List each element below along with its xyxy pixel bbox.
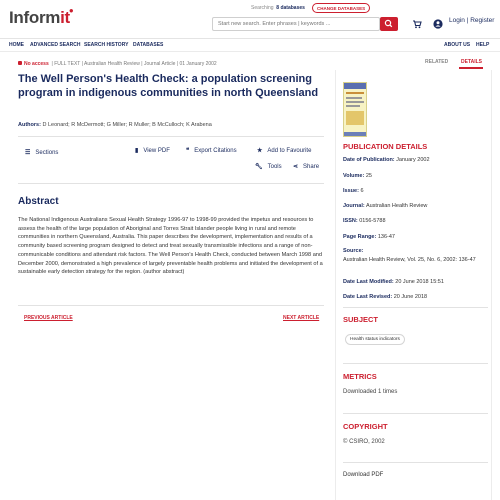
quote-icon: ❝ — [186, 148, 190, 154]
logo-text: Inform — [9, 8, 61, 27]
nav-about-us[interactable]: ABOUT US — [444, 42, 471, 48]
detail-last-revised — [343, 293, 491, 302]
article-meta-text: | FULL TEXT | Australian Health Review | Journal Article | 01 January 2002 — [51, 61, 217, 67]
tools-button[interactable] — [255, 163, 282, 170]
searching-count: 8 databases — [276, 5, 305, 11]
export-citations-label: Export Citations — [194, 147, 237, 154]
list-icon: ☰ — [25, 150, 31, 156]
subject-heading: SUBJECT — [343, 315, 379, 324]
detail-date-value: January 2002 — [396, 157, 430, 163]
add-to-favourite-label: Add to Favourite — [267, 147, 312, 154]
informit-logo[interactable] — [9, 8, 74, 28]
detail-issn — [343, 217, 491, 226]
detail-issn-value: 0156-5788 — [359, 218, 386, 224]
nav-databases[interactable]: DATABASES — [133, 42, 164, 48]
login-register-link[interactable]: Login | Register — [449, 17, 495, 24]
metrics-heading: METRICS — [343, 372, 377, 381]
wrench-icon: 🔧︎ — [255, 164, 263, 170]
share-icon: ⋖ — [293, 164, 299, 170]
detail-date-label: Date of Publication: — [343, 157, 395, 163]
file-icon: ▮ — [135, 148, 139, 154]
copyright-heading: COPYRIGHT — [343, 422, 388, 431]
detail-volume-value: 25 — [365, 173, 372, 179]
detail-source-label: Source: — [343, 248, 364, 254]
change-databases-button[interactable]: CHANGE DATABASES — [312, 3, 370, 13]
logo-dot-icon: ● — [68, 6, 74, 15]
tab-details[interactable]: DETAILS — [461, 59, 483, 65]
divider — [18, 183, 324, 184]
nav-divider — [0, 51, 500, 52]
detail-volume-label: Volume: — [343, 173, 365, 179]
download-pdf-link[interactable]: Download PDF — [343, 472, 384, 478]
detail-issue-label: Issue: — [343, 188, 359, 194]
next-article-link[interactable]: NEXT ARTICLE — [283, 315, 320, 321]
share-button[interactable] — [293, 163, 319, 170]
detail-issue — [343, 187, 491, 196]
authors-list: D Leonard; R McDermott; G Miller; R Muller; B McCulloch; K Arabena — [42, 122, 212, 128]
detail-source — [343, 247, 491, 264]
abstract-text: The National Indigenous Australians Sexual Health Strategy 1996-97 to 1998-99 provided the impetus and resources to assess the health of the large population of Aboriginal and Torres Strait Islander people living in rural and remote communities in northern Queensland, Australia. This paper describes the development, implementation and results of a community based screening program designed to detect and treat sexually transmissible infections and a range of non-communicable conditions and attendant risk factors. The Well Person's Health Check, conducted between March 1998 and December 2000, demonstrated a high prevalence of largely preventable health problems and initiated the development of a sustainable early detection strategy for the region. (author abstract) — [18, 217, 323, 276]
detail-journal-value: Australian Health Review — [365, 203, 428, 209]
detail-page-range-label: Page Range: — [343, 234, 377, 240]
publication-details-heading: PUBLICATION DETAILS — [343, 142, 428, 151]
sections-label: Sections — [35, 149, 59, 156]
detail-last-modified-value: 20 June 2018 15:51 — [395, 279, 444, 285]
detail-issue-value: 6 — [360, 188, 364, 194]
searching-status — [251, 5, 305, 11]
divider — [343, 363, 488, 364]
divider — [343, 413, 488, 414]
subject-tag[interactable]: Health status indicators — [345, 334, 405, 345]
nav-advanced-search[interactable]: ADVANCED SEARCH — [30, 42, 81, 48]
nav-home[interactable]: HOME — [9, 42, 24, 48]
sections-button[interactable] — [25, 149, 58, 156]
detail-journal-label: Journal: — [343, 203, 365, 209]
divider — [18, 136, 324, 137]
detail-last-modified — [343, 278, 491, 287]
metrics-downloads: Downloaded 1 times — [343, 389, 398, 395]
search-icon — [380, 17, 398, 31]
divider — [343, 462, 488, 463]
searching-prefix: Searching — [251, 5, 274, 11]
star-icon: ★ — [257, 148, 263, 154]
divider — [18, 305, 324, 306]
search-input[interactable] — [212, 17, 380, 31]
detail-page-range — [343, 233, 491, 242]
active-tab-indicator — [459, 67, 483, 69]
authors-label: Authors: — [18, 122, 41, 128]
view-pdf-label: View PDF — [143, 147, 170, 154]
share-label: Share — [303, 163, 320, 170]
nav-search-history[interactable]: SEARCH HISTORY — [84, 42, 129, 48]
user-icon[interactable] — [433, 16, 443, 34]
add-to-favourite-button[interactable] — [257, 147, 311, 154]
tab-related[interactable]: RELATED — [425, 59, 449, 65]
nav-help[interactable]: HELP — [476, 42, 490, 48]
header-divider — [0, 38, 500, 39]
cart-icon[interactable] — [412, 16, 422, 34]
detail-issn-label: ISSN: — [343, 218, 358, 224]
article-title: The Well Person's Health Check: a population screening program in indigenous communities in north Queensland — [18, 73, 319, 99]
previous-article-link[interactable]: PREVIOUS ARTICLE — [24, 315, 73, 321]
detail-last-modified-label: Date Last Modified: — [343, 279, 394, 285]
abstract-heading: Abstract — [18, 196, 59, 207]
detail-journal — [343, 202, 491, 211]
detail-page-range-value: 136-47 — [377, 234, 395, 240]
tools-label: Tools — [267, 163, 282, 170]
view-pdf-button[interactable] — [135, 147, 170, 154]
detail-date — [343, 156, 491, 165]
detail-last-revised-value: 20 June 2018 — [393, 294, 428, 300]
export-citations-button[interactable] — [186, 147, 237, 154]
lock-icon — [18, 61, 22, 65]
detail-volume — [343, 172, 491, 181]
no-access-label: No access — [24, 61, 49, 67]
authors — [18, 122, 212, 128]
search-button[interactable] — [380, 17, 398, 31]
journal-cover-image — [343, 82, 367, 137]
detail-source-value: Australian Health Review, Vol. 25, No. 6, 2002: 136-47 — [343, 256, 476, 263]
divider — [343, 307, 488, 308]
article-meta — [18, 61, 217, 67]
logo-accent-text: it — [60, 8, 70, 27]
detail-last-revised-label: Date Last Revised: — [343, 294, 393, 300]
copyright-text: © CSIRO, 2002 — [343, 439, 385, 445]
